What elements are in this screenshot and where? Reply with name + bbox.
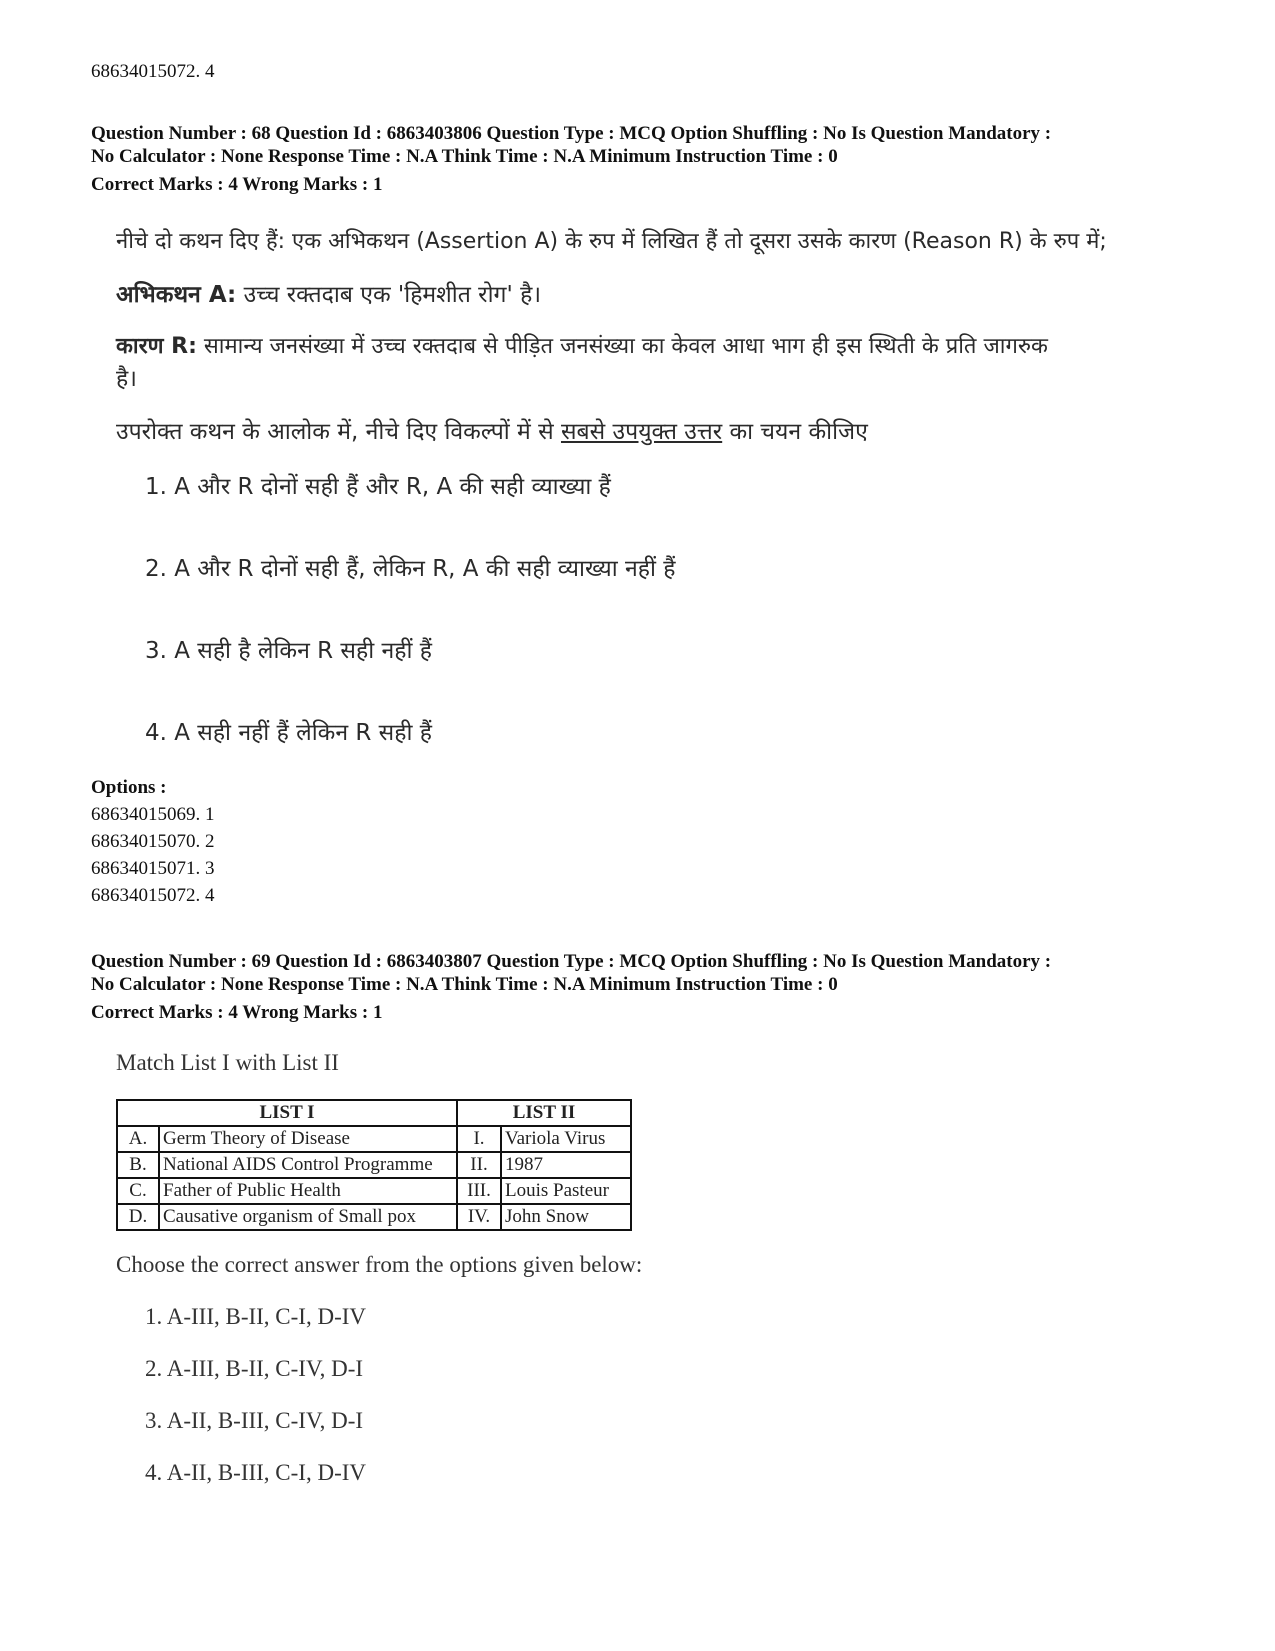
assertion-label: अभिकथन A: (116, 282, 237, 308)
list1-item: National AIDS Control Programme (159, 1152, 457, 1178)
q69-meta-line2: No Calculator : None Response Time : N.A Think Time : N.A Minimum Instruction Time : 0 (91, 974, 838, 995)
row-letter: B. (117, 1152, 159, 1178)
q68-intro: नीचे दो कथन दिए हैं: एक अभिकथन (Assertion A) के रुप में लिखित हैं तो दूसरा उसके कारण (Reason R) के रुप में; (116, 229, 1107, 254)
q69-choice-1: 1. A-III, B-II, C-I, D-IV (145, 1304, 366, 1329)
instruction-pre: उपरोक्त कथन के आलोक में, नीचे दिए विकल्पों में से (116, 419, 561, 445)
assertion-text: उच्च रक्तदाब एक 'हिमशीत रोग' है। (236, 282, 542, 308)
match-table-wrap (116, 1099, 632, 1231)
match-table (116, 1099, 632, 1231)
q69-choose: Choose the correct answer from the options given below: (116, 1252, 643, 1277)
row-numeral: I. (457, 1126, 501, 1152)
table-row (117, 1178, 631, 1204)
instruction-underlined: सबसे उपयुक्त उत्तर (560, 419, 723, 445)
list1-item: Germ Theory of Disease (159, 1126, 457, 1152)
q68-reason-cont: है। (116, 366, 137, 392)
table-row (117, 1204, 631, 1230)
row-letter: A. (117, 1126, 159, 1152)
list2-item: 1987 (501, 1152, 631, 1178)
list1-item: Father of Public Health (159, 1178, 457, 1204)
q68-choice-4: 4. A सही नहीं हैं लेकिन R सही हैं (145, 720, 432, 746)
q68-option-4: 68634015072. 4 (91, 885, 215, 906)
table-row (117, 1126, 631, 1152)
q68-reason (116, 330, 1048, 364)
q68-options-label: Options : (91, 777, 167, 798)
list1-header: LIST I (117, 1100, 457, 1126)
q68-option-3: 68634015071. 3 (91, 858, 215, 879)
q68-assertion (116, 278, 541, 312)
list2-item: Variola Virus (501, 1126, 631, 1152)
q69-prompt: Match List I with List II (116, 1050, 339, 1075)
row-letter: C. (117, 1178, 159, 1204)
row-numeral: IV. (457, 1204, 501, 1230)
q69-marks: Correct Marks : 4 Wrong Marks : 1 (91, 1002, 383, 1023)
table-header-row (117, 1100, 631, 1126)
q68-instruction (116, 415, 868, 449)
list2-item: Louis Pasteur (501, 1178, 631, 1204)
q68-meta-line2: No Calculator : None Response Time : N.A Think Time : N.A Minimum Instruction Time : 0 (91, 146, 838, 167)
q69-meta-line1: Question Number : 69 Question Id : 6863403807 Question Type : MCQ Option Shuffling : No Is Question Mandatory : (91, 951, 1052, 972)
row-numeral: III. (457, 1178, 501, 1204)
q68-choice-3: 3. A सही है लेकिन R सही नहीं हैं (145, 638, 432, 664)
list1-item: Causative organism of Small pox (159, 1204, 457, 1230)
table-row (117, 1152, 631, 1178)
q68-marks: Correct Marks : 4 Wrong Marks : 1 (91, 174, 383, 195)
q68-choice-2: 2. A और R दोनों सही हैं, लेकिन R, A की सही व्याख्या नहीं हैं (145, 556, 676, 582)
list2-header: LIST II (457, 1100, 631, 1126)
q69-choice-4: 4. A-II, B-III, C-I, D-IV (145, 1460, 366, 1485)
instruction-post: का चयन कीजिए (722, 419, 868, 445)
q68-option-1: 68634015069. 1 (91, 804, 215, 825)
row-numeral: II. (457, 1152, 501, 1178)
row-letter: D. (117, 1204, 159, 1230)
q68-meta-line1: Question Number : 68 Question Id : 6863403806 Question Type : MCQ Option Shuffling : No Is Question Mandatory : (91, 123, 1052, 144)
q68-option-2: 68634015070. 2 (91, 831, 215, 852)
q69-choice-2: 2. A-III, B-II, C-IV, D-I (145, 1356, 364, 1381)
reason-text-1: सामान्य जनसंख्या में उच्च रक्तदाब से पीड़ित जनसंख्या का केवल आधा भाग ही इस स्थिती के प्रति जागरुक (196, 334, 1048, 359)
previous-answer: 68634015072. 4 (91, 61, 215, 82)
list2-item: John Snow (501, 1204, 631, 1230)
q69-choice-3: 3. A-II, B-III, C-IV, D-I (145, 1408, 364, 1433)
q68-choice-1: 1. A और R दोनों सही हैं और R, A की सही व्याख्या हैं (145, 474, 611, 500)
reason-label: कारण R: (116, 334, 197, 359)
